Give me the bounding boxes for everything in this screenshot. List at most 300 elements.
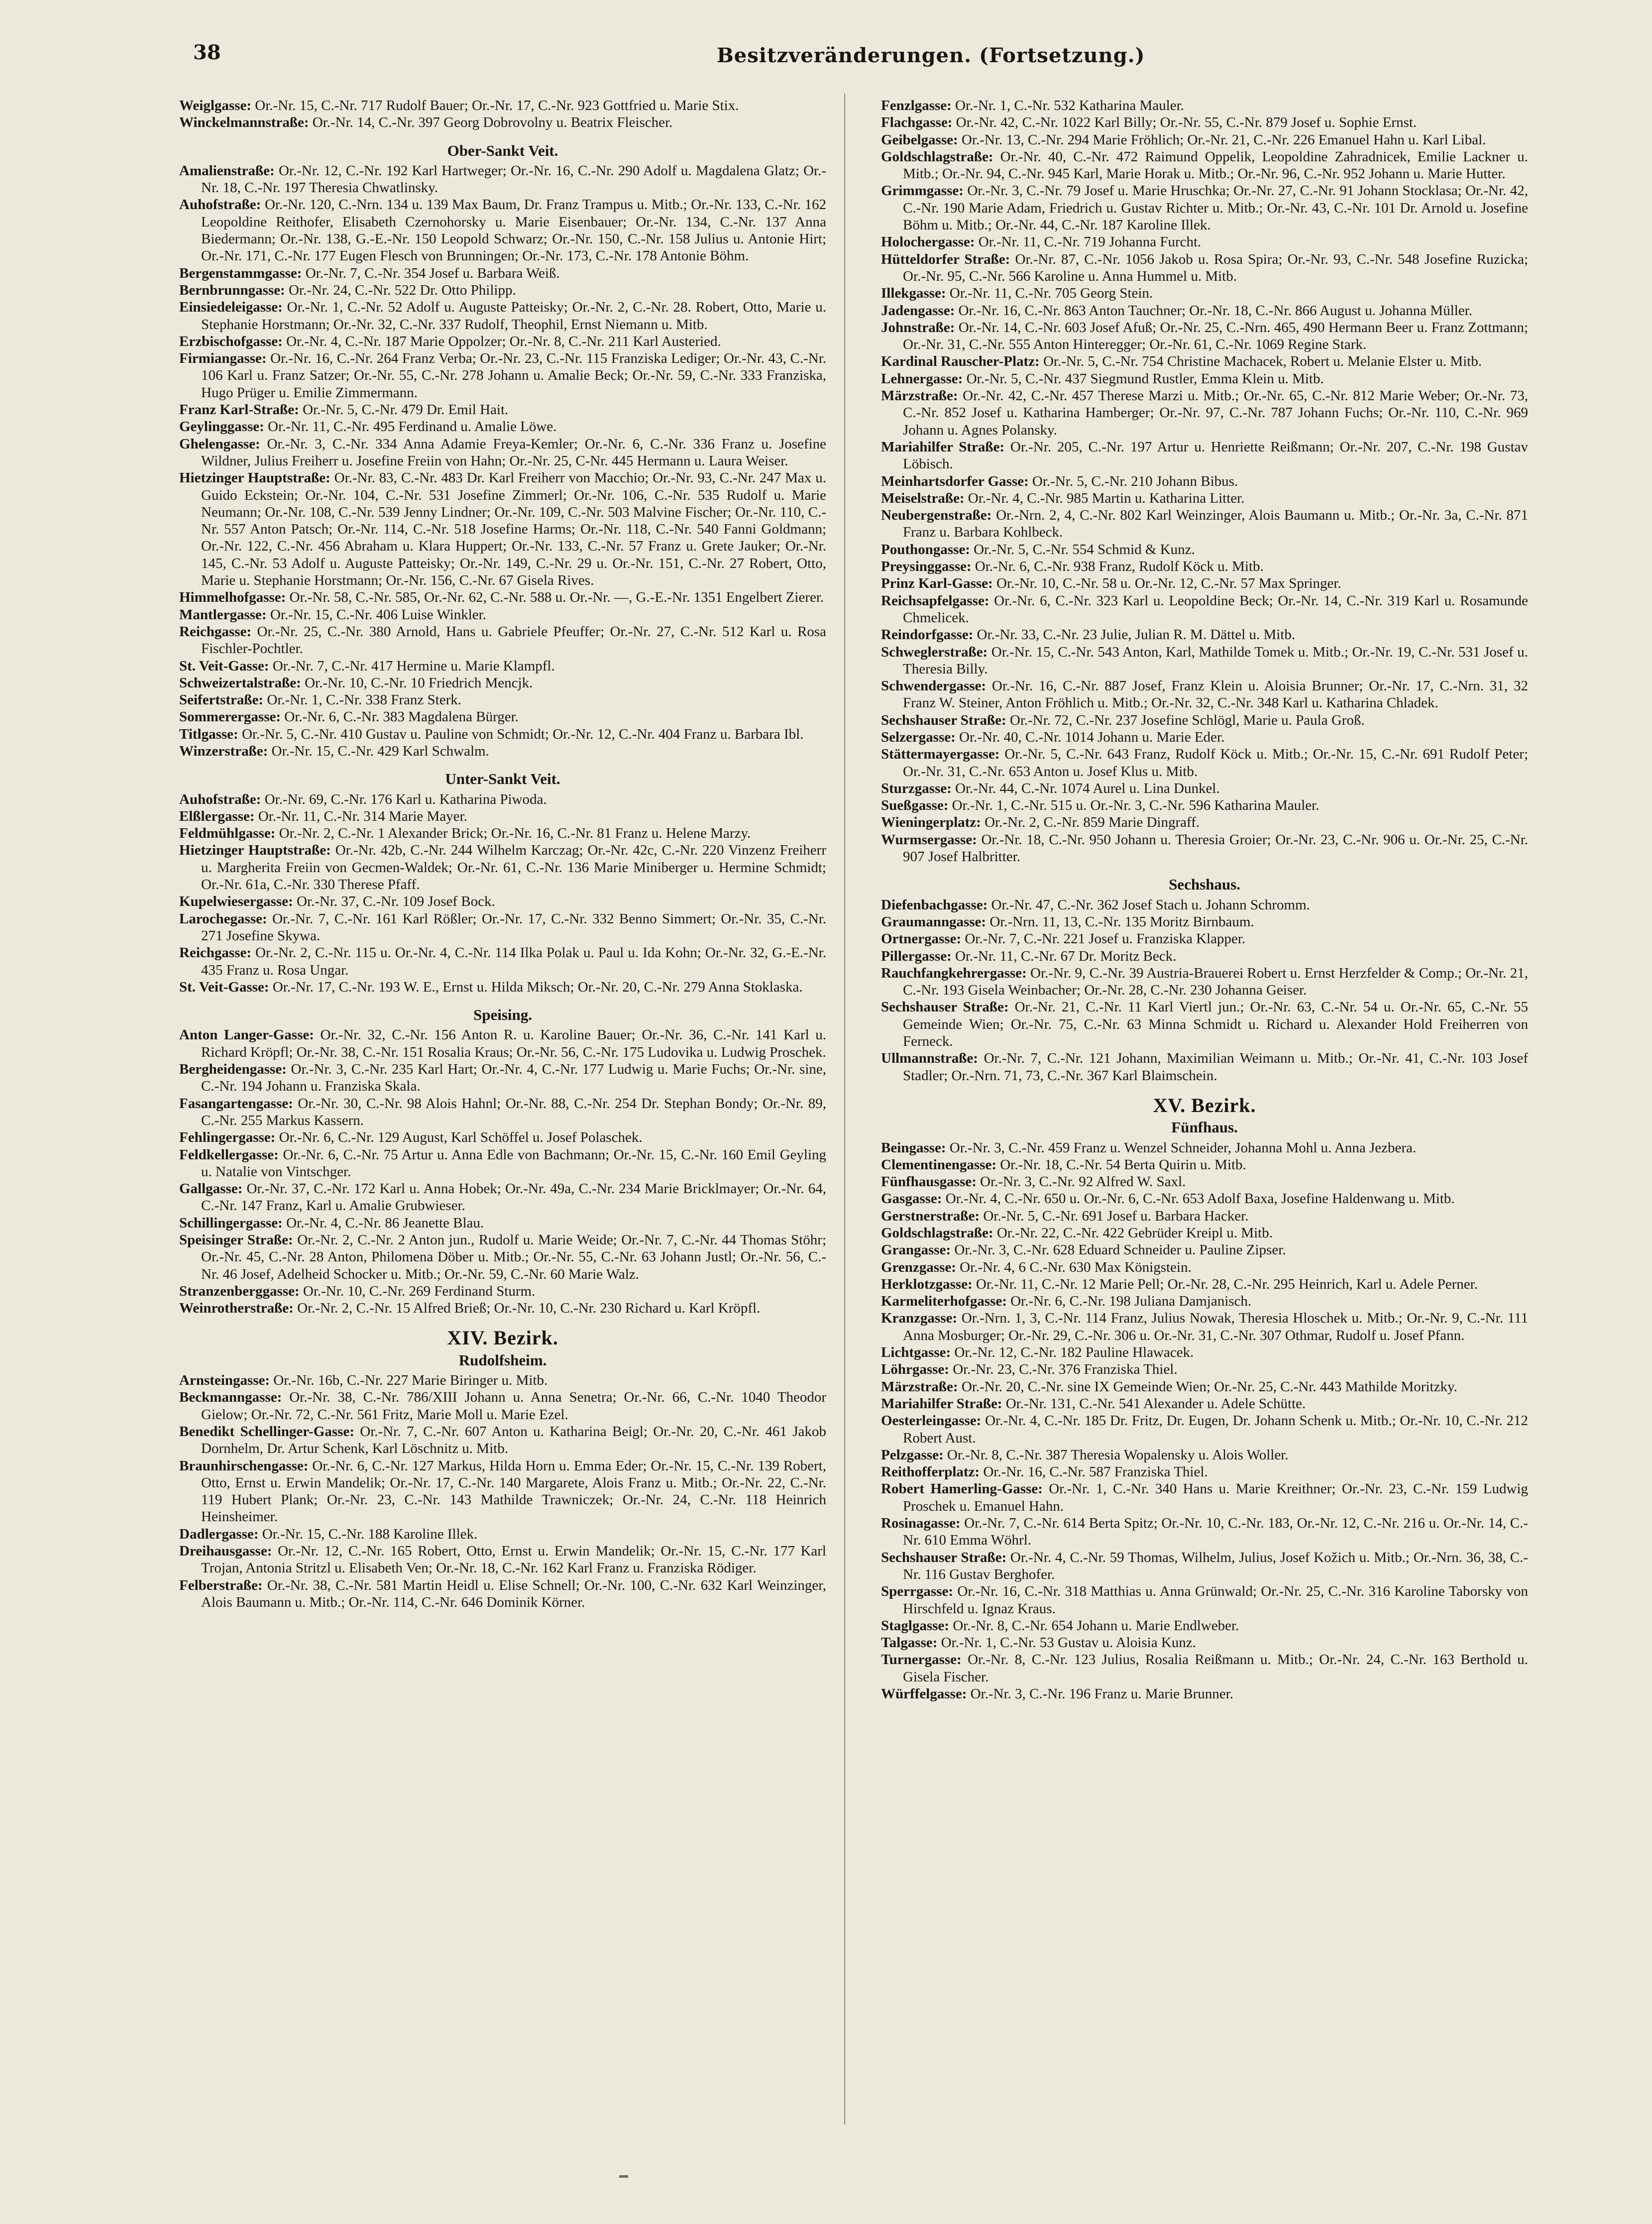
entry-text: Or.-Nr. 2, C.-Nr. 1 Alexander Brick; Or.-Nr. 16, C.-Nr. 81 Franz u. Helene Marzy. <box>279 825 751 842</box>
street-name: Reithofferplatz: <box>881 1464 980 1480</box>
column-divider <box>844 94 845 2124</box>
register-entry <box>881 677 1528 712</box>
register-entry <box>179 726 826 743</box>
entry-text: Or.-Nr. 10, C.-Nr. 10 Friedrich Mencjk. <box>305 674 533 691</box>
entry-text: Or.-Nr. 22, C.-Nr. 422 Gebrüder Kreipl u. Mitb. <box>996 1225 1273 1241</box>
street-name: Mantlergasse: <box>179 606 267 623</box>
register-entry <box>179 1389 826 1423</box>
district-heading: Unter-Sankt Veit. <box>445 770 560 788</box>
street-name: Hietzinger Hauptstraße: <box>179 842 331 859</box>
register-entry <box>881 626 1528 643</box>
entry-text: Or.-Nr. 3, C.-Nr. 196 Franz u. Marie Brunner. <box>970 1686 1233 1702</box>
street-name: Neubergenstraße: <box>881 507 992 524</box>
entry-text: Or.-Nr. 9, C.-Nr. 39 Austria-Brauerei Robert u. Ernst Herzfelder & Comp.; Or.-Nr. 21, C.-Nr. 193 Gisela Weinbacher; Or.-Nr. 28, C.-Nr. 230 Johanna Geiser. <box>903 965 1529 999</box>
entry-text: Or.-Nr. 42, C.-Nr. 1022 Karl Billy; Or.-Nr. 55, C.-Nr. 879 Josef u. Sophie Ernst. <box>956 114 1417 131</box>
street-name: Rauchfangkehrergasse: <box>881 965 1027 981</box>
register-entry <box>881 1583 1528 1617</box>
street-name: Holochergasse: <box>881 234 975 250</box>
entry-text: Or.-Nr. 42, C.-Nr. 457 Therese Marzi u. Mitb.; Or.-Nr. 65, C.-Nr. 812 Marie Weber; Or.-Nr. 73, C.-Nr. 852 Josef u. Katharina Hamberger; Or.-Nr. 97, C.-Nr. 787 Johann Fuchs; Or.-Nr. 110, C.-Nr. 969 Johann u. Agnes Polansky. <box>903 388 1528 438</box>
entry-text: Or.-Nr. 5, C.-Nr. 554 Schmid & Kunz. <box>974 541 1195 557</box>
register-entry <box>179 1457 826 1526</box>
register-entry <box>179 1423 826 1457</box>
register-entry <box>881 182 1528 233</box>
street-name: Bernbrunngasse: <box>179 282 285 298</box>
entry-text: Or.-Nr. 21, C.-Nr. 11 Karl Viertl jun.; Or.-Nr. 63, C.-Nr. 54 u. Or.-Nr. 65, C.-Nr. 55 Gemeinde Wien; Or.-Nr. 75, C.-Nr. 63 Minna Schmidt u. Richard u. Alexander Hold Freiherren von Ferneck. <box>903 999 1528 1050</box>
street-name: Staglgasse: <box>881 1617 949 1634</box>
entry-text: Or.-Nr. 16, C.-Nr. 863 Anton Tauchner; Or.-Nr. 18, C.-Nr. 866 August u. Johanna Müller. <box>958 302 1472 319</box>
register-entry <box>881 1617 1528 1634</box>
street-name: Grenzgasse: <box>881 1259 956 1275</box>
entry-text: Or.-Nr. 25, C.-Nr. 380 Arnold, Hans u. Gabriele Pfeuffer; Or.-Nr. 27, C.-Nr. 512 Karl u. Rosa Fischler-Pochtler. <box>201 623 826 657</box>
street-name: Mariahilfer Straße: <box>881 1395 1002 1412</box>
street-name: Clementinengasse: <box>881 1156 996 1173</box>
street-name: Stranzenberggasse: <box>179 1283 300 1299</box>
entry-text: Or.-Nr. 7, C.-Nr. 614 Berta Spitz; Or.-Nr. 10, C.-Nr. 183, Or.-Nr. 12, C.-Nr. 216 u. Or.-Nr. 14, C.-Nr. 610 Emma Wöhrl. <box>903 1515 1529 1549</box>
register-entry <box>881 1685 1528 1702</box>
street-name: Dreihausgasse: <box>179 1543 272 1559</box>
register-entry <box>881 507 1528 541</box>
left-column <box>179 97 826 1611</box>
street-name: Meiselstraße: <box>881 490 965 506</box>
register-entry <box>881 97 1528 114</box>
street-name: Gasgasse: <box>881 1191 942 1207</box>
entry-text: Or.-Nr. 7, C.-Nr. 417 Hermine u. Marie Klampfl. <box>272 658 555 674</box>
entry-text: Or.-Nr. 11, C.-Nr. 314 Marie Mayer. <box>258 808 467 824</box>
street-name: Sechshauser Straße: <box>881 712 1006 728</box>
street-name: Benedikt Schellinger-Gasse: <box>179 1423 354 1440</box>
entry-text: Or.-Nr. 11, C.-Nr. 719 Johanna Furcht. <box>978 234 1202 250</box>
street-name: Bergheidengasse: <box>179 1061 287 1078</box>
register-entry <box>881 1139 1528 1156</box>
entry-text: Or.-Nr. 3, C.-Nr. 79 Josef u. Marie Hruschka; Or.-Nr. 27, C.-Nr. 91 Johann Stocklasa; Or.-Nr. 42, C.-Nr. 190 Marie Adam, Friedrich u. Gustav Richter u. Mitb.; Or.-Nr. 43, C.-Nr. 101 Dr. Arnold u. Josefine Böhm u. Mitb.; Or.-Nr. 44, C.-Nr. 187 Karoline Illek. <box>903 183 1528 233</box>
entry-text: Or.-Nr. 72, C.-Nr. 237 Josefine Schlögl, Marie u. Paula Groß. <box>1009 712 1365 728</box>
street-name: Feldkellergasse: <box>179 1146 279 1163</box>
street-name: Sechshauser Straße: <box>881 999 1009 1015</box>
register-entry <box>881 1361 1528 1378</box>
entry-text: Or.-Nr. 4, C.-Nr. 650 u. Or.-Nr. 6, C.-Nr. 653 Adolf Baxa, Josefine Haldenwang u. Mitb. <box>945 1191 1455 1207</box>
entry-text: Or.-Nr. 4, C.-Nr. 187 Marie Oppolzer; Or.-Nr. 8, C.-Nr. 211 Karl Austeried. <box>286 333 721 349</box>
street-name: St. Veit-Gasse: <box>179 658 269 674</box>
street-name: Pelzgasse: <box>881 1446 944 1463</box>
street-name: Bergenstammgasse: <box>179 265 302 281</box>
district-heading: Sechshaus. <box>1169 876 1240 893</box>
register-entry <box>179 97 826 114</box>
street-name: Turnergasse: <box>881 1652 962 1668</box>
entry-text: Or.-Nr. 33, C.-Nr. 23 Julie, Julian R. M. Dättel u. Mitb. <box>977 627 1296 643</box>
entry-text: Or.-Nr. 5, C.-Nr. 410 Gustav u. Pauline von Schmidt; Or.-Nr. 12, C.-Nr. 404 Franz u. Barbara Ibl. <box>241 726 804 742</box>
street-name: Franz Karl-Straße: <box>179 402 299 418</box>
register-entry <box>179 1526 826 1543</box>
street-name: Rosinagasse: <box>881 1515 961 1532</box>
entry-text: Or.-Nr. 12, C.-Nr. 182 Pauline Hlawacek. <box>954 1344 1194 1361</box>
street-name: Wurmsergasse: <box>881 831 977 848</box>
street-name: Stättermayergasse: <box>881 746 1000 763</box>
entry-text: Or.-Nr. 5, C.-Nr. 479 Dr. Emil Hait. <box>303 402 509 418</box>
street-name: Himmelhofgasse: <box>179 589 286 606</box>
register-entry <box>179 842 826 893</box>
street-name: Weinrotherstraße: <box>179 1300 294 1317</box>
entry-text: Or.-Nr. 44, C.-Nr. 1074 Aurel u. Lina Dunkel. <box>955 780 1220 796</box>
street-name: Ullmannstraße: <box>881 1050 978 1067</box>
district-heading: Rudolfsheim. <box>458 1351 547 1369</box>
street-name: Wieningerplatz: <box>881 814 981 831</box>
street-name: Firmiangasse: <box>179 350 267 367</box>
street-name: Einsiedeleigasse: <box>179 299 283 316</box>
register-entry <box>881 746 1528 780</box>
entry-text: Or.-Nr. 7, C.-Nr. 121 Johann, Maximilian Weimann u. Mitb.; Or.-Nr. 41, C.-Nr. 103 Josef Stadler; Or.-Nrn. 71, 73, C.-Nr. 367 Karl Blaimschein. <box>903 1050 1529 1084</box>
street-name: Braunhirschengasse: <box>179 1457 309 1474</box>
entry-text: Or.-Nr. 58, C.-Nr. 585, Or.-Nr. 62, C.-Nr. 588 u. Or.-Nr. —, G.-E.-Nr. 1351 Engelbert Zierer. <box>289 589 824 606</box>
register-entry <box>881 1050 1528 1084</box>
street-name: Winzerstraße: <box>179 743 268 759</box>
register-entry <box>881 999 1528 1050</box>
register-entry <box>179 674 826 691</box>
register-entry <box>179 1372 826 1389</box>
register-entry <box>881 370 1528 387</box>
register-entry <box>179 401 826 418</box>
entry-text: Or.-Nr. 7, C.-Nr. 354 Josef u. Barbara Weiß. <box>305 265 560 281</box>
entry-text: Or.-Nr. 20, C.-Nr. sine IX Gemeinde Wien; Or.-Nr. 25, C.-Nr. 443 Mathilde Moritzky. <box>961 1378 1457 1395</box>
entry-text: Or.-Nr. 30, C.-Nr. 98 Alois Hahnl; Or.-Nr. 88, C.-Nr. 254 Dr. Stephan Bondy; Or.-Nr. 89, C.-Nr. 255 Markus Kassern. <box>201 1095 826 1128</box>
entry-text: Or.-Nr. 4, C.-Nr. 985 Martin u. Katharina Litter. <box>968 490 1245 506</box>
register-entry <box>179 299 826 333</box>
street-name: Reichgasse: <box>179 945 251 961</box>
entry-text: Or.-Nr. 12, C.-Nr. 165 Robert, Otto, Ernst u. Erwin Mandelik; Or.-Nr. 15, C.-Nr. 177 Karl Trojan, Antonia Stritzl u. Elisabeth Ven; Or.-Nr. 18, C.-Nr. 162 Karl Franz u. Franziska Rödiger. <box>201 1543 826 1576</box>
entry-text: Or.-Nr. 6, C.-Nr. 127 Markus, Hilda Horn u. Emma Eder; Or.-Nr. 15, C.-Nr. 139 Robert, Otto, Ernst u. Erwin Mandelik; Or.-Nr. 17, C.-Nr. 140 Margarete, Alois Franz u. Mitb.; Or.-Nr. 22, C.-Nr. 119 Hubert Plank; Or.-Nr. 23, C.-Nr. 143 Mathilde Trawniczek; Or.-Nr. 24, C.-Nr. 118 Heinrich Heinsheimer. <box>201 1457 827 1525</box>
entry-text: Or.-Nr. 14, C.-Nr. 397 Georg Dobrovolny u. Beatrix Fleischer. <box>312 114 673 131</box>
entry-text: Or.-Nr. 14, C.-Nr. 603 Josef Afuß; Or.-Nr. 25, C.-Nrn. 465, 490 Hermann Beer u. Franz Zottmann; Or.-Nr. 31, C.-Nr. 555 Anton Hinteregger; Or.-Nr. 61, C.-Nr. 1069 Regine Stark. <box>903 319 1528 353</box>
street-name: Goldschlagstraße: <box>881 148 993 165</box>
street-name: Graumanngasse: <box>881 913 987 930</box>
register-entry <box>179 944 826 979</box>
register-entry <box>881 1480 1528 1515</box>
entry-text: Or.-Nr. 4, C.-Nr. 59 Thomas, Wilhelm, Julius, Josef Kožich u. Mitb.; Or.-Nrn. 36, 38, C.-Nr. 116 Gustav Berghofer. <box>903 1549 1529 1582</box>
entry-text: Or.-Nr. 16, C.-Nr. 887 Josef, Franz Klein u. Aloisia Brunner; Or.-Nr. 17, C.-Nrn. 31, 32 Franz W. Steiner, Anton Fröhlich u. Mitb.; Or.-Nr. 32, C.-Nr. 348 Karl u. Katharina Chladek. <box>903 678 1529 711</box>
register-entry <box>881 233 1528 250</box>
register-entry <box>179 436 826 470</box>
entry-text: Or.-Nrn. 1, 3, C.-Nr. 114 Franz, Julius Nowak, Theresia Hloschek u. Mitb.; Or.-Nr. 9, C.-Nr. 111 Anna Mosburger; Or.-Nr. 29, C.-Nr. 306 u. Or.-Nr. 31, C.-Nr. 307 Othmar, Rudolf u. Josef Pfann. <box>903 1310 1529 1343</box>
entry-text: Or.-Nr. 3, C.-Nr. 628 Eduard Schneider u. Pauline Zipser. <box>954 1242 1286 1258</box>
street-name: Goldschlagstraße: <box>881 1225 993 1241</box>
register-entry <box>881 575 1528 592</box>
street-name: Würffelgasse: <box>881 1686 967 1702</box>
register-entry <box>179 589 826 606</box>
street-name: Seifertstraße: <box>179 692 264 708</box>
entry-text: Or.-Nr. 6, C.-Nr. 323 Karl u. Leopoldine Beck; Or.-Nr. 14, C.-Nr. 319 Karl u. Rosamunde Chmelicek. <box>903 592 1529 626</box>
register-entry <box>881 1156 1528 1173</box>
street-name: Elßlergasse: <box>179 808 255 824</box>
street-name: Märzstraße: <box>881 1378 958 1395</box>
register-entry <box>881 1634 1528 1651</box>
street-name: Ortnergasse: <box>881 931 962 947</box>
street-name: Schweizertalstraße: <box>179 674 301 691</box>
register-entry <box>179 623 826 658</box>
register-entry <box>881 1190 1528 1207</box>
street-name: Sueßgasse: <box>881 797 949 814</box>
entry-text: Or.-Nr. 7, C.-Nr. 607 Anton u. Katharina Beigl; Or.-Nr. 20, C.-Nr. 461 Jakob Dornhelm, Dr. Artur Schenk, Karl Löschnitz u. Mitb. <box>201 1423 826 1457</box>
street-name: Lehnergasse: <box>881 370 963 387</box>
entry-text: Or.-Nr. 38, C.-Nr. 786/XIII Johann u. Anna Senetra; Or.-Nr. 66, C.-Nr. 1040 Theodor Gielow; Or.-Nr. 72, C.-Nr. 561 Fritz, Marie Moll u. Marie Ezel. <box>201 1389 826 1423</box>
register-entry <box>881 1293 1528 1310</box>
entry-text: Or.-Nr. 18, C.-Nr. 54 Berta Quirin u. Mitb. <box>1000 1156 1246 1173</box>
entry-text: Or.-Nr. 40, C.-Nr. 472 Raimund Oppelik, Leopoldine Zahradnicek, Emilie Lackner u. Mitb.; Or.-Nr. 94, C.-Nr. 945 Karl, Marie Horak u. Mitb.; Or.-Nr. 96, C.-Nr. 952 Johann u. Marie Hutter. <box>903 148 1529 182</box>
street-name: Geylinggasse: <box>179 419 264 435</box>
entry-text: Or.-Nr. 1, C.-Nr. 52 Adolf u. Auguste Patteisky; Or.-Nr. 2, C.-Nr. 28. Robert, Otto, Marie u. Stephanie Horstmann; Or.-Nr. 32, C.-Nr. 337 Rudolf, Theophil, Ernst Niemann u. Mitb. <box>201 299 827 333</box>
street-name: Schweglerstraße: <box>881 644 988 660</box>
register-entry <box>179 825 826 842</box>
street-name: Erzbischofgasse: <box>179 333 283 349</box>
entry-text: Or.-Nr. 16b, C.-Nr. 227 Marie Biringer u. Mitb. <box>273 1372 548 1389</box>
entry-text: Or.-Nr. 1, C.-Nr. 53 Gustav u. Aloisia Kunz. <box>941 1635 1196 1651</box>
register-entry <box>179 162 826 197</box>
street-name: Felberstraße: <box>179 1577 263 1593</box>
entry-text: Or.-Nr. 2, C.-Nr. 2 Anton jun., Rudolf u. Marie Weide; Or.-Nr. 7, C.-Nr. 44 Thomas Stöhr; Or.-Nr. 45, C.-Nr. 28 Anton, Philomena Döber u. Mitb.; Or.-Nr. 55, C.-Nr. 63 Johann Justl; Or.-Nr. 56, C.-Nr. 46 Josef, Adelheid Schocker u. Mitb.; Or.-Nr. 59, C.-Nr. 60 Marie Walz. <box>201 1232 827 1282</box>
entry-text: Or.-Nr. 15, C.-Nr. 543 Anton, Karl, Mathilde Tomek u. Mitb.; Or.-Nr. 19, C.-Nr. 531 Josef u. Theresia Billy. <box>903 644 1528 677</box>
register-entry <box>881 592 1528 627</box>
street-name: Robert Hamerling-Gasse: <box>881 1481 1043 1497</box>
register-entry <box>881 353 1528 370</box>
register-entry <box>881 490 1528 507</box>
register-entry <box>881 1395 1528 1412</box>
street-name: Johnstraße: <box>881 319 955 335</box>
street-name: Preysinggasse: <box>881 558 972 575</box>
street-name: Kupelwiesergasse: <box>179 893 293 910</box>
register-entry <box>179 893 826 910</box>
register-entry <box>179 469 826 589</box>
entry-text: Or.-Nr. 8, C.-Nr. 387 Theresia Wopalensky u. Alois Woller. <box>947 1446 1289 1463</box>
street-name: Fenzlgasse: <box>881 98 952 113</box>
entry-text: Or.-Nr. 16, C.-Nr. 587 Franziska Thiel. <box>983 1464 1208 1480</box>
entry-text: Or.-Nr. 11, C.-Nr. 705 Georg Stein. <box>949 285 1153 302</box>
entry-text: Or.-Nr. 2, C.-Nr. 115 u. Or.-Nr. 4, C.-Nr. 114 Ilka Polak u. Paul u. Ida Kohn; Or.-Nr. 32, G.-E.-Nr. 435 Franz u. Rosa Ungar. <box>201 945 826 978</box>
street-name: Beingasse: <box>881 1139 946 1156</box>
entry-text: Or.-Nr. 3, C.-Nr. 334 Anna Adamie Freya-Kemler; Or.-Nr. 6, C.-Nr. 336 Franz u. Josefine Wildner, Julius Freiherr u. Josefine Freiin von Hahn; Or.-Nr. 25, C-Nr. 445 Hermann u. Laura Weiser. <box>201 436 827 469</box>
entry-text: Or.-Nrn. 11, 13, C.-Nr. 135 Moritz Birnbaum. <box>990 913 1254 930</box>
street-name: Pouthongasse: <box>881 541 970 557</box>
street-name: Speisinger Straße: <box>179 1232 293 1248</box>
register-entry <box>881 948 1528 965</box>
street-name: Diefenbachgasse: <box>881 896 988 913</box>
entry-text: Or.-Nr. 10, C.-Nr. 58 u. Or.-Nr. 12, C.-Nr. 57 Max Springer. <box>996 575 1341 592</box>
register-entry <box>881 644 1528 678</box>
entry-text: Or.-Nr. 87, C.-Nr. 1056 Jakob u. Rosa Spira; Or.-Nr. 93, C.-Nr. 548 Josefine Ruzicka; Or.-Nr. 95, C.-Nr. 566 Karoline u. Anna Hummel u. Mitb. <box>903 251 1529 284</box>
entry-text: Or.-Nr. 69, C.-Nr. 176 Karl u. Katharina Piwoda. <box>264 791 547 807</box>
street-name: Grangasse: <box>881 1242 951 1258</box>
street-name: Reindorfgasse: <box>881 627 974 643</box>
register-entry <box>881 1412 1528 1446</box>
register-entry <box>881 1241 1528 1258</box>
street-name: Hütteldorfer Straße: <box>881 251 1010 267</box>
register-entry <box>179 1577 826 1611</box>
street-name: Larochegasse: <box>179 910 267 927</box>
register-entry <box>881 1463 1528 1480</box>
street-name: Fasangartengasse: <box>179 1095 293 1112</box>
street-name: Reichgasse: <box>179 623 251 640</box>
register-entry <box>179 1095 826 1129</box>
register-entry <box>179 1231 826 1283</box>
street-name: Selzergasse: <box>881 729 956 745</box>
register-entry <box>881 1259 1528 1276</box>
street-name: Titlgasse: <box>179 726 238 742</box>
street-name: Illekgasse: <box>881 285 946 302</box>
entry-text: Or.-Nr. 3, C.-Nr. 235 Karl Hart; Or.-Nr. 4, C.-Nr. 177 Ludwig u. Marie Fuchs; Or.-Nr. sine, C.-Nr. 194 Johann u. Franziska Skala. <box>201 1061 827 1095</box>
register-entry <box>881 1173 1528 1190</box>
street-name: Talgasse: <box>881 1635 938 1651</box>
entry-text: Or.-Nr. 10, C.-Nr. 269 Ferdinand Sturm. <box>303 1283 536 1299</box>
street-name: Oesterleingasse: <box>881 1413 982 1429</box>
entry-text: Or.-Nr. 5, C.-Nr. 691 Josef u. Barbara Hacker. <box>983 1208 1249 1224</box>
register-entry <box>881 1344 1528 1361</box>
entry-text: Or.-Nr. 8, C.-Nr. 654 Johann u. Marie Endlweber. <box>953 1617 1239 1634</box>
register-entry <box>179 658 826 674</box>
street-name: Herklotzgasse: <box>881 1276 973 1292</box>
street-name: Feldmühlgasse: <box>179 825 276 842</box>
street-name: Kranzgasse: <box>881 1310 958 1327</box>
register-entry <box>881 148 1528 183</box>
register-entry <box>881 965 1528 999</box>
entry-text: Or.-Nr. 6, C.-Nr. 129 August, Karl Schöffel u. Josef Polaschek. <box>279 1129 643 1146</box>
register-entry <box>179 1300 826 1317</box>
entry-text: Or.-Nr. 131, C.-Nr. 541 Alexander u. Adele Schütte. <box>1005 1395 1306 1412</box>
register-entry <box>179 114 826 131</box>
entry-text: Or.-Nr. 1, C.-Nr. 340 Hans u. Marie Kreithner; Or.-Nr. 23, C.-Nr. 159 Ludwig Proschek u. Emanuel Hahn. <box>903 1481 1528 1514</box>
entry-text: Or.-Nr. 11, C.-Nr. 12 Marie Pell; Or.-Nr. 28, C.-Nr. 295 Heinrich, Karl u. Adele Perner. <box>976 1276 1478 1292</box>
street-name: Mariahilfer Straße: <box>881 439 1005 455</box>
entry-text: Or.-Nr. 1, C.-Nr. 515 u. Or.-Nr. 3, C.-Nr. 596 Katharina Mauler. <box>952 797 1320 814</box>
entry-text: Or.-Nr. 16, C.-Nr. 264 Franz Verba; Or.-Nr. 23, C.-Nr. 115 Franziska Lediger; Or.-Nr. 43, C.-Nr. 106 Karl u. Franz Satzer; Or.-Nr. 55, C.-Nr. 278 Johann u. Amalie Beck; Or.-Nr. 59, C.-Nr. 333 Franziska, Hugo Prüger u. Emilie Zimmermann. <box>201 350 827 401</box>
right-column <box>881 97 1528 1702</box>
entry-text: Or.-Nr. 4, C.-Nr. 86 Jeanette Blau. <box>286 1215 484 1231</box>
register-entry <box>179 196 826 264</box>
street-name: Lichtgasse: <box>881 1344 951 1361</box>
street-name: Reichsapfelgasse: <box>881 592 990 609</box>
street-name: Karmeliterhofgasse: <box>881 1293 1007 1310</box>
entry-text: Or.-Nr. 23, C.-Nr. 376 Franziska Thiel. <box>953 1361 1178 1378</box>
register-entry <box>881 473 1528 490</box>
entry-text: Or.-Nr. 1, C.-Nr. 532 Katharina Mauler. <box>955 98 1184 113</box>
entry-text: Or.-Nr. 6, C.-Nr. 198 Juliana Damjanisch. <box>1010 1293 1252 1310</box>
street-name: Anton Langer-Gasse: <box>179 1027 314 1043</box>
district-heading: Speising. <box>473 1006 533 1024</box>
entry-text: Or.-Nr. 15, C.-Nr. 188 Karoline Illek. <box>262 1526 478 1542</box>
entry-text: Or.-Nr. 18, C.-Nr. 950 Johann u. Theresia Groier; Or.-Nr. 23, C.-Nr. 906 u. Or.-Nr. 25, C.-Nr. 907 Josef Halbritter. <box>903 831 1529 865</box>
entry-text: Or.-Nr. 47, C.-Nr. 362 Josef Stach u. Johann Schromm. <box>991 896 1310 913</box>
register-entry <box>881 1310 1528 1344</box>
bezirk-heading: XIV. Bezirk. <box>447 1327 558 1349</box>
street-name: Grimmgasse: <box>881 183 964 199</box>
register-entry <box>179 1146 826 1181</box>
street-name: Ghelengasse: <box>179 436 260 452</box>
entry-text: Or.-Nr. 6, C.-Nr. 383 Magdalena Bürger. <box>284 709 519 725</box>
entry-text: Or.-Nr. 37, C.-Nr. 109 Josef Bock. <box>297 893 495 910</box>
register-entry <box>179 1180 826 1215</box>
street-name: Winckelmannstraße: <box>179 114 309 131</box>
district-heading: Ober-Sankt Veit. <box>447 141 558 159</box>
register-entry <box>881 387 1528 439</box>
entry-text: Or.-Nr. 6, C.-Nr. 938 Franz, Rudolf Köck u. Mitb. <box>975 558 1264 575</box>
street-name: Auhofstraße: <box>179 197 261 213</box>
register-entry <box>881 319 1528 353</box>
entry-text: Or.-Nr. 37, C.-Nr. 172 Karl u. Anna Hobek; Or.-Nr. 49a, C.-Nr. 234 Marie Bricklmayer; Or.-Nr. 64, C.-Nr. 147 Franz, Karl u. Amalie Grubwieser. <box>201 1181 827 1214</box>
register-entry <box>179 265 826 282</box>
register-entry <box>881 131 1528 148</box>
register-entry <box>179 691 826 708</box>
street-name: Geibelgasse: <box>881 131 958 148</box>
street-name: Kardinal Rauscher-Platz: <box>881 353 1040 370</box>
street-name: Sturzgasse: <box>881 780 952 796</box>
entry-text: Or.-Nr. 83, C.-Nr. 483 Dr. Karl Freiherr von Macchio; Or.-Nr. 93, C.-Nr. 247 Max u. Guido Eckstein; Or.-Nr. 104, C.-Nr. 531 Josefine Zimmerl; Or.-Nr. 106, C.-Nr. 535 Rudolf u. Marie Neumann; Or.-Nr. 108, C.-Nr. 539 Jenny Lindner; Or.-Nr. 109, C.-Nr. 503 Malvine Fischer; Or.-Nr. 110, C.-Nr. 557 Anton Patsch; Or.-Nr. 114, C.-Nr. 518 Josefine Harms; Or.-Nr. 118, C.-Nr. 540 Fanni Goldmann; Or.-Nr. 122, C.-Nr. 456 Abraham u. Klara Huppert; Or.-Nr. 133, C.-Nr. 57 Franz u. Grete Jauker; Or.-Nr. 145, C.-Nr. 53 Adolf u. Auguste Patteisky; Or.-Nr. 149, C.-Nr. 29 u. Or.-Nr. 151, C.-Nr. 27 Robert, Otto, Marie u. Stephanie Horstmann; Or.-Nr. 156, C.-Nr. 67 Gisela Rives. <box>201 470 826 589</box>
register-entry <box>881 1549 1528 1583</box>
register-entry <box>179 708 826 725</box>
register-entry <box>881 814 1528 831</box>
register-entry <box>881 439 1528 473</box>
register-entry <box>179 1061 826 1095</box>
street-name: Prinz Karl-Gasse: <box>881 575 993 592</box>
street-name: Dadlergasse: <box>179 1526 259 1542</box>
register-entry <box>179 1215 826 1231</box>
entry-text: Or.-Nrn. 2, 4, C.-Nr. 802 Karl Weinzinger, Alois Baumann u. Mitb.; Or.-Nr. 3a, C.-Nr. 871 Franz u. Barbara Kohlbeck. <box>903 507 1528 541</box>
entry-text: Or.-Nr. 8, C.-Nr. 123 Julius, Rosalia Reißmann u. Mitb.; Or.-Nr. 24, C.-Nr. 163 Berthold u. Gisela Fischer. <box>903 1652 1528 1685</box>
register-entry <box>881 1515 1528 1549</box>
register-entry <box>179 743 826 760</box>
street-name: Sperrgasse: <box>881 1583 953 1600</box>
register-entry <box>179 791 826 808</box>
street-name: Pillergasse: <box>881 948 952 964</box>
street-name: Sommerergasse: <box>179 709 281 725</box>
register-entry <box>881 302 1528 319</box>
page-title: Besitzveränderungen. (Fortsetzung.) <box>717 44 1145 67</box>
street-name: Weiglgasse: <box>179 98 251 113</box>
register-entry <box>881 780 1528 797</box>
street-name: Beckmanngasse: <box>179 1389 282 1406</box>
page-footer-mark <box>619 2175 628 2178</box>
street-name: Auhofstraße: <box>179 791 261 807</box>
street-name: Fünfhausgasse: <box>881 1174 977 1190</box>
entry-text: Or.-Nr. 2, C.-Nr. 859 Marie Dingraff. <box>985 814 1200 831</box>
entry-text: Or.-Nr. 15, C.-Nr. 717 Rudolf Bauer; Or.-Nr. 17, C.-Nr. 923 Gottfried u. Marie Stix. <box>255 98 739 113</box>
entry-text: Or.-Nr. 4, C.-Nr. 185 Dr. Fritz, Dr. Eugen, Dr. Johann Schenk u. Mitb.; Or.-Nr. 10, C.-Nr. 212 Robert Aust. <box>903 1413 1529 1446</box>
entry-text: Or.-Nr. 5, C.-Nr. 754 Christine Machacek, Robert u. Melanie Elster u. Mitb. <box>1043 353 1482 370</box>
entry-text: Or.-Nr. 7, C.-Nr. 161 Karl Rößler; Or.-Nr. 17, C.-Nr. 332 Benno Simmert; Or.-Nr. 35, C.-Nr. 271 Josefine Skywa. <box>201 910 826 944</box>
register-entry <box>881 913 1528 930</box>
register-entry <box>881 114 1528 131</box>
register-entry <box>179 979 826 996</box>
register-entry <box>179 333 826 350</box>
street-name: St. Veit-Gasse: <box>179 979 269 995</box>
street-name: Jadengasse: <box>881 302 955 319</box>
entry-text: Or.-Nr. 5, C.-Nr. 437 Siegmund Rustler, Emma Klein u. Mitb. <box>966 370 1324 387</box>
register-entry <box>881 729 1528 746</box>
register-entry <box>179 1026 826 1061</box>
street-name: Amalienstraße: <box>179 162 275 179</box>
street-name: Gallgasse: <box>179 1181 243 1197</box>
register-entry <box>179 1543 826 1577</box>
register-entry <box>881 1446 1528 1463</box>
entry-text: Or.-Nr. 40, C.-Nr. 1014 Johann u. Marie Eder. <box>959 729 1225 745</box>
register-entry <box>881 251 1528 285</box>
register-entry <box>881 1208 1528 1224</box>
entry-text: Or.-Nr. 120, C.-Nrn. 134 u. 139 Max Baum, Dr. Franz Trampus u. Mitb.; Or.-Nr. 133, C.-Nr. 162 Leopoldine Reithofer, Elisabeth Czernohorsky u. Marie Eisenbauer; Or.-Nr. 134, C.-Nr. 137 Anna Biedermann; Or.-Nr. 138, G.-E.-Nr. 150 Leopold Schwarz; Or.-Nr. 150, C.-Nr. 158 Julius u. Antonie Hirt; Or.-Nr. 171, C.-Nr. 177 Eugen Flesch von Brunningen; Or.-Nr. 173, C.-Nr. 178 Antonie Böhm. <box>201 197 827 264</box>
entry-text: Or.-Nr. 5, C.-Nr. 210 Johann Bibus. <box>1032 473 1238 489</box>
register-entry <box>881 896 1528 913</box>
street-name: Gerstnerstraße: <box>881 1208 980 1224</box>
entry-text: Or.-Nr. 205, C.-Nr. 197 Artur u. Henriette Reißmann; Or.-Nr. 207, C.-Nr. 198 Gustav Löbisch. <box>903 439 1529 472</box>
street-name: Sechshauser Straße: <box>881 1549 1007 1565</box>
street-name: Schwendergasse: <box>881 678 987 694</box>
entry-text: Or.-Nr. 7, C.-Nr. 221 Josef u. Franziska Klapper. <box>965 931 1246 947</box>
entry-text: Or.-Nr. 15, C.-Nr. 406 Luise Winkler. <box>270 606 486 623</box>
register-entry <box>179 282 826 299</box>
